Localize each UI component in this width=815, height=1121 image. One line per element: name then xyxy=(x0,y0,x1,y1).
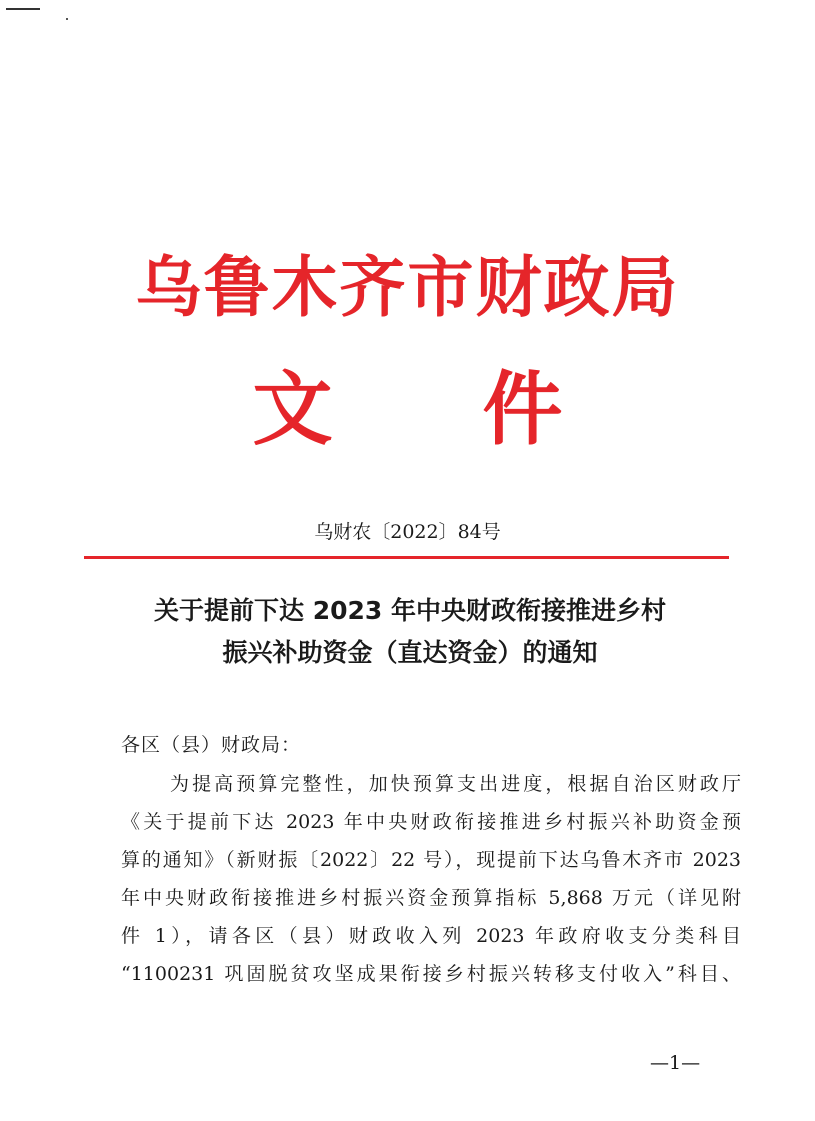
body-line: 为提高预算完整性，加快预算支出进度，根据自治区财政厅 xyxy=(170,773,741,795)
document-number: 乌财农〔2022〕84号 xyxy=(314,521,501,543)
page-number: —1— xyxy=(650,1052,701,1074)
document-title xyxy=(90,590,730,674)
salutation: 各区（县）财政局： xyxy=(121,734,302,756)
body-line: 件 1），请各区（县）财政收入列 2023 年政府收支分类科目 xyxy=(121,925,741,947)
issuer-header: 乌鲁木齐市财政局 xyxy=(135,249,680,326)
body-line: “1100231 巩固脱贫攻坚成果衔接乡村振兴转移支付收入”科目、 xyxy=(121,963,741,985)
red-divider-line xyxy=(84,556,729,559)
document-type-char-2: 件 xyxy=(482,363,563,456)
title-line-1: 关于提前下达 2023 年中央财政衔接推进乡村 xyxy=(154,596,666,625)
title-line-2: 振兴补助资金（直达资金）的通知 xyxy=(222,638,598,667)
scan-dot xyxy=(66,18,68,20)
scan-corner-mark xyxy=(6,8,40,10)
body-line: 《关于提前下达 2023 年中央财政衔接推进乡村振兴补助资金预 xyxy=(121,811,741,833)
body-line: 算的通知》（新财振〔2022〕22 号），现提前下达乌鲁木齐市 2023 xyxy=(121,849,741,871)
body-line: 年中央财政衔接推进乡村振兴资金预算指标 5,868 万元（详见附 xyxy=(121,887,741,909)
document-type-header xyxy=(0,362,815,458)
document-type-char-1: 文 xyxy=(252,363,333,456)
